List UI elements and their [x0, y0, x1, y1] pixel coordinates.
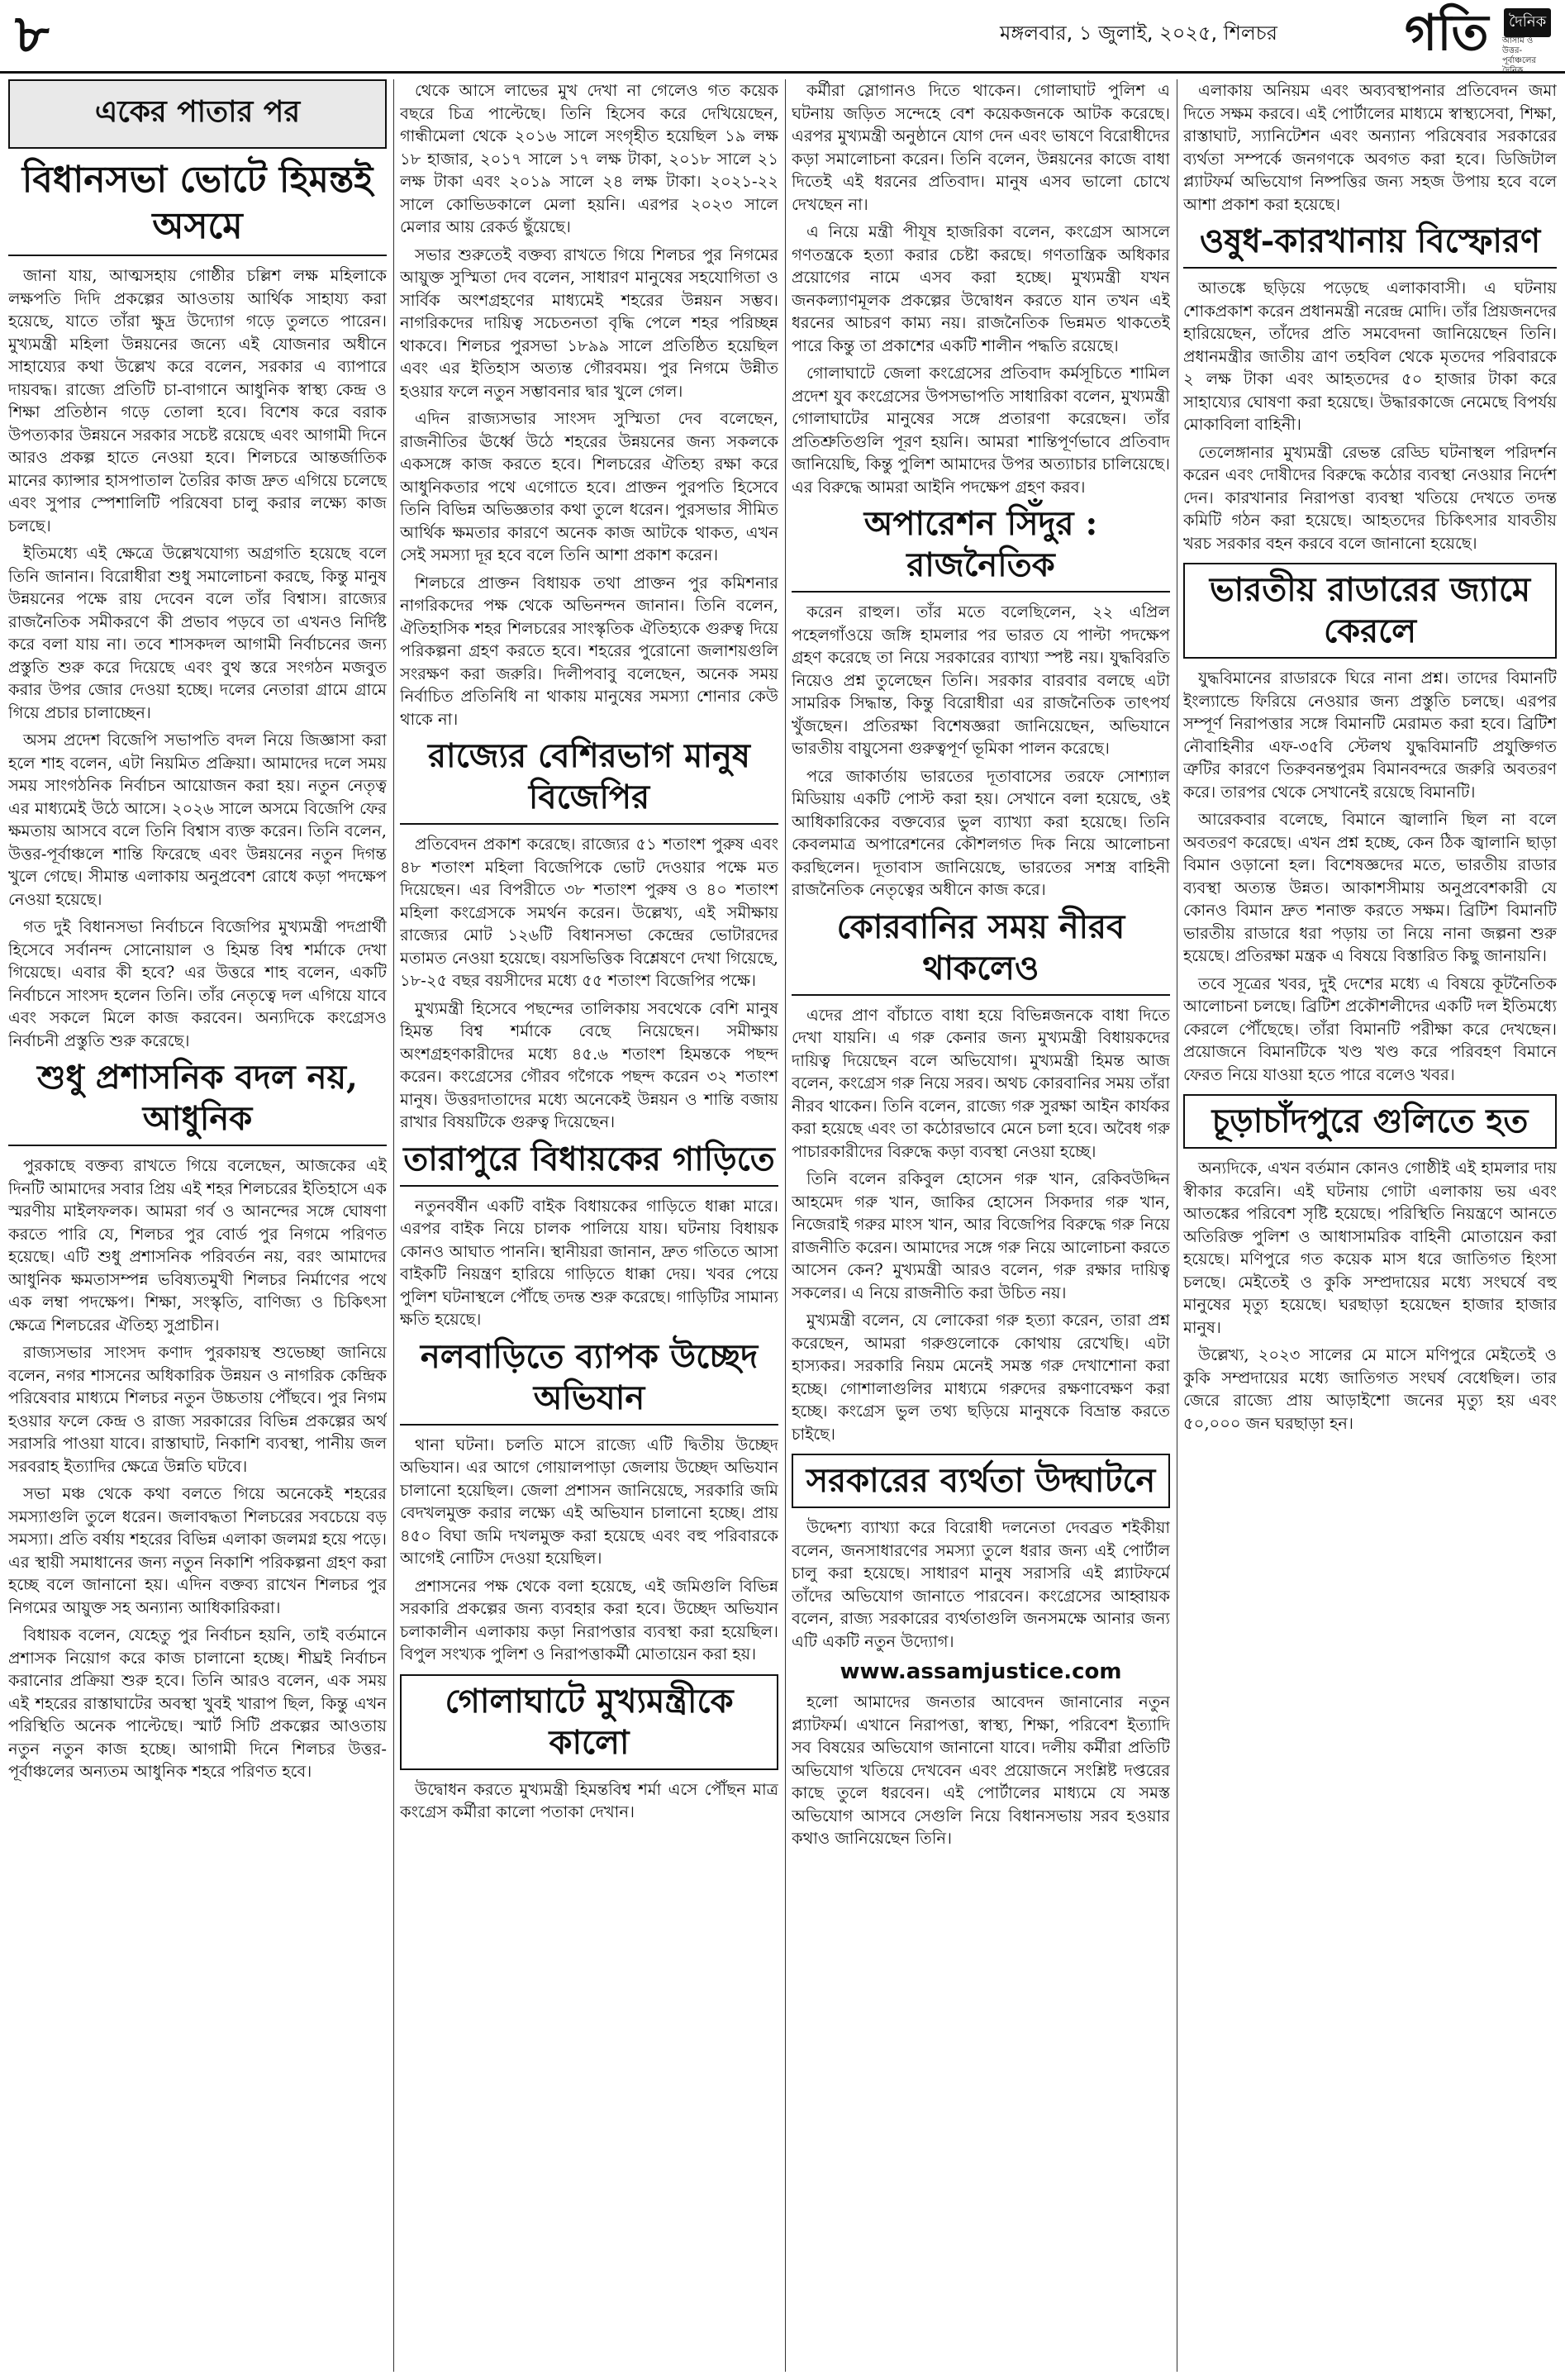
headline-churachandpur-shooting: চূড়াচাঁদপুরে গুলিতে হত — [1211, 1102, 1529, 1140]
article-paragraph: এদের প্রাণ বাঁচাতে বাধা হয়ে বিভিন্নজনকে বাধা দিতে দেখা যায়নি। এ গরু কেনার জন্য মুখ্যমন্ত্রী বিধায়কদের দায়িত্ব দিয়েছেন বলে অভিযোগ। মুখ্যমন্ত্রী হিমন্ত আজ বলেন, কংগ্রেস গরু নিয়ে সরব। অথচ কোরবানির সময় তাঁরা নীরব থাকেন। তিনি বলেন, রাজ্যে গরু সুরক্ষা আইন কার্যকর করা হয়েছে এবং তা কঠোরভাবে মেনে চলা হবে। অবৈধ গরু পাচারকারীদের বিরুদ্ধে কড়া ব্যবস্থা নেওয়া হচ্ছে। — [792, 1005, 1170, 1161]
article-paragraph: পরে জাকার্তায় ভারতের দূতাবাসের তরফে সোশ্যাল মিডিয়ায় একটি পোস্ট করা হয়। সেখানে বলা হয়েছে, ওই আধিকারিকের বক্তব্যের ভুল ব্যাখ্যা করা হয়েছে। তিনি কেবলমাত্র অপারেশনের কৌশলগত দিক নিয়ে আলোচনা করছিলেন। দূতাবাস জানিয়েছে, ভারতের সশস্ত্র বাহিনী রাজনৈতিক নেতৃত্বের অধীনে কাজ করে। — [792, 766, 1170, 899]
headline-govt-failure: সরকারের ব্যর্থতা উদ্ঘাটনে — [806, 1461, 1156, 1500]
headline-operation-sindoor: অপারেশন সিঁদুর : রাজনৈতিক — [792, 503, 1170, 593]
headline-golaghat-black-flag: গোলাঘাটে মুখ্যমন্ত্রীকে কালো — [445, 1681, 734, 1762]
article-paragraph: শিলচরে প্রাক্তন বিধায়ক তথা প্রাক্তন পুর কমিশনার নাগরিকদের পক্ষ থেকে অভিনন্দন জানান। তিনি বলেন, ঐতিহাসিক শহর শিলচরের সাংস্কৃতিক ঐতিহ্যকে গুরুত্ব দিয়ে পরিকল্পনা গ্রহণ করতে হবে। শহরের পুরোনো জলাশয়গুলি সংরক্ষণ করা জরুরি। দিলীপবাবু বলেছেন, অনেক সময় নির্বাচিত প্রতিনিধি না থাকায় মানুষের সমস্যা শোনার কেউ থাকে না। — [400, 573, 778, 729]
column-4 — [1183, 79, 1557, 2372]
article-paragraph: ইতিমধ্যে এই ক্ষেত্রে উল্লেখযোগ্য অগ্রগতি হয়েছে বলে তিনি জানান। বিরোধীরা শুধু সমালোচনা করছে, কিন্তু মানুষ উন্নয়নের পক্ষে রায় দেবেন বলে তাঁর বিশ্বাস। রাজ্যের রাজনৈতিক সমীকরণে কী প্রভাব পড়বে তা এখনও নির্দিষ্ট করে বলা যায় না। তবে শাসকদল আগামী নির্বাচনের জন্য প্রস্তুতি শুরু করে দিয়েছে এবং বুথ স্তরে সংগঠন মজবুত করার উপর জোর দেওয়া হচ্ছে। দলের নেতারা গ্রামে গ্রামে গিয়ে প্রচার চালাচ্ছেন। — [8, 544, 387, 722]
boxed-story — [1183, 563, 1557, 659]
brand-name: গতি — [1405, 4, 1489, 62]
article-paragraph: এদিন রাজ্যসভার সাংসদ সুস্মিতা দেব বলেছেন, রাজনীতির ঊর্ধ্বে উঠে শহরের উন্নয়নের জন্য সকলকে একসঙ্গে কাজ করতে হবে। শিলচরের ঐতিহ্য রক্ষা করে আধুনিকতার পথে এগোতে হবে। প্রাক্তন পুরপতি হিসেবে তিনি বিভিন্ন অভিজ্ঞতার কথা তুলে ধরেন। পুরসভার সীমিত আর্থিক ক্ষমতার কারণে অনেক কাজ আটকে থাকত, এখন সেই সমস্যা দূর হবে বলে তিনি আশা প্রকাশ করেন। — [400, 409, 778, 564]
article-paragraph: উল্লেখ্য, ২০২৩ সালের মে মাসে মণিপুরে মেইতেই ও কুকি সম্প্রদায়ের মধ্যে জাতিগত সংঘর্ষ বেধেছিল। তার জেরে রাজ্যে প্রায় আড়াইশো জনের মৃত্যু হয় এবং ৫০,০০০ জন ঘরছাড়া হন। — [1183, 1345, 1557, 1433]
article-paragraph: জানা যায়, আত্মসহায় গোষ্ঠীর চল্লিশ লক্ষ মহিলাকে লক্ষপতি দিদি প্রকল্পের আওতায় আর্থিক সাহায্য করা হয়েছে, যাতে তাঁরা ক্ষুদ্র উদ্যোগ গড়ে তুলতে পারেন। মুখ্যমন্ত্রী মহিলা উন্নয়নের জন্যে এই যোজনার অধীনে সাহায্যের কথা উল্লেখ করে বলেন, সরকার এ ব্যাপারে দায়বদ্ধ। রাজ্যে প্রতিটি চা-বাগানে আধুনিক স্বাস্থ্য কেন্দ্র ও শিক্ষা প্রতিষ্ঠান গড়ে তোলা হবে। বিশেষ করে বরাক উপত্যকার উন্নয়নে সরকার সচেষ্ট রয়েছে এবং আগামী দিনে আরও প্রকল্প হাতে নেওয়া হবে। শিলচরে আন্তর্জাতিক মানের ক্যান্সার হাসপাতাল তৈরির কাজ দ্রুত এগিয়ে চলেছে এবং সুপার স্পেশালিটি পরিষেবা চালু করার লক্ষ্যে কাজ চলছে। — [8, 266, 387, 536]
article-paragraph: রাজ্যসভার সাংসদ কণাদ পুরকায়স্থ শুভেচ্ছা জানিয়ে বলেন, নগর শাসনের অধিকারিক উন্নয়ন ও নাগরিক কেন্দ্রিক পরিষেবার মাধ্যমে শিলচর নতুন উচ্চতায় পৌঁছবে। পুর নিগম হওয়ার ফলে কেন্দ্র ও রাজ্য সরকারের বিভিন্ন প্রকল্পের অর্থ সরাসরি পাওয়া যাবে। রাস্তাঘাট, নিকাশি ব্যবস্থা, পানীয় জল সরবরাহ ইত্যাদির ক্ষেত্রে উন্নতি ঘটবে। — [8, 1343, 387, 1476]
article-paragraph: বিধায়ক বলেন, যেহেতু পুর নির্বাচন হয়নি, তাই বর্তমানে প্রশাসক নিয়োগ করে কাজ চালানো হচ্ছে। শীঘ্রই নির্বাচন করানোর প্রক্রিয়া শুরু হবে। তিনি আরও বলেন, এক সময় এই শহরের রাস্তাঘাটের অবস্থা খুবই খারাপ ছিল, কিন্তু এখন পরিস্থিতি অনেক পাল্টেছে। স্মার্ট সিটি প্রকল্পের আওতায় নতুন নতুন কাজ হচ্ছে। আগামী দিনে শিলচর উত্তর-পূর্বাঞ্চলের অন্যতম আধুনিক শহরে পরিণত হবে। — [8, 1626, 387, 1781]
column-1 — [8, 79, 387, 2372]
page-number: ৮ — [15, 3, 50, 65]
headline-pharma-explosion: ওষুধ-কারখানায় বিস্ফোরণ — [1183, 221, 1557, 269]
article-paragraph: প্রশাসনের পক্ষ থেকে বলা হয়েছে, এই জমিগুলি বিভিন্ন সরকারি প্রকল্পের জন্য ব্যবহার করা হবে। উচ্ছেদ অভিযান চলাকালীন এলাকায় কড়া নিরাপত্তার ব্যবস্থা করা হয়েছিল। বিপুল সংখ্যক পুলিশ ও নিরাপত্তাকর্মী মোতায়েন করা হয়। — [400, 1576, 778, 1664]
article-paragraph: যুদ্ধবিমানের রাডারকে ঘিরে নানা প্রশ্ন। তাদের বিমানটি ইংল্যান্ডে ফিরিয়ে নেওয়ার জন্য প্রস্তুতি চলছে। এরপর সম্পূর্ণ নিরাপত্তার সঙ্গে বিমানটি মেরামত করা হবে। ব্রিটিশ নৌবাহিনীর এফ-৩৫বি স্টেলথ যুদ্ধবিমানটি প্রযুক্তিগত ত্রুটির কারণে তিরুবনন্তপুরম বিমানবন্দরে জরুরি অবতরণ করে। তারপর থেকে সেখানেই রয়েছে বিমানটি। — [1183, 669, 1557, 802]
article-paragraph: থানা ঘটনা। চলতি মাসে রাজ্যে এটি দ্বিতীয় উচ্ছেদ অভিযান। এর আগে গোয়ালপাড়া জেলায় উচ্ছেদ অভিযান চালানো হয়েছিল। জেলা প্রশাসন জানিয়েছে, সরকারি জমি বেদখলমুক্ত করার লক্ষ্যে এই অভিযান চালানো হচ্ছে। প্রায় ৪৫০ বিঘা জমি দখলমুক্ত করা হয়েছে এবং বহু পরিবারকে আগেই নোটিস দেওয়া হয়েছিল। — [400, 1435, 778, 1568]
boxed-story — [1183, 1094, 1557, 1149]
headline-nalbari-eviction: নলবাড়িতে ব্যাপক উচ্ছেদ অভিযান — [400, 1336, 778, 1426]
headline-administrative-change: শুধু প্রশাসনিক বদল নয়, আধুনিক — [8, 1057, 387, 1146]
headline-radar-jam-kerala: ভারতীয় রাডারের জ্যামে কেরলে — [1209, 570, 1531, 650]
article-paragraph: করেন রাহুল। তাঁর মতে বলেছিলেন, ২২ এপ্রিল পহেলগাঁওয়ে জঙ্গি হামলার পর ভারত যে পাল্টা পদক্ষেপ গ্রহণ করেছে তা নিয়ে সরকারের ব্যাখ্যা স্পষ্ট নয়। যুদ্ধবিরতি নিয়েও প্রশ্ন তুলেছেন তিনি। সরকার বারবার বলছে এটা সামরিক সিদ্ধান্ত, কিন্তু বিরোধীরা এর রাজনৈতিক তাৎপর্য খুঁজছেন। প্রতিরক্ষা বিশেষজ্ঞরা জানিয়েছেন, অভিযানে ভারতীয় বায়ুসেনা গুরুত্বপূর্ণ ভূমিকা পালন করেছে। — [792, 602, 1170, 758]
brand-tag: দৈনিক — [1504, 8, 1551, 37]
article-paragraph: গোলাঘাটে জেলা কংগ্রেসের প্রতিবাদ কর্মসূচিতে শামিল প্রদেশ যুব কংগ্রেসের উপসভাপতি সাধারিকা বলেন, মুখ্যমন্ত্রী গোলাঘাটের মানুষের সঙ্গে প্রতারণা করেছেন। তাঁর প্রতিশ্রুতিগুলি পূরণ হয়নি। আমরা শান্তিপূর্ণভাবে প্রতিবাদ জানিয়েছি, কিন্তু পুলিশ আমাদের উপর অত্যাচার চালিয়েছে। এর বিরুদ্ধে আমরা আইনি পদক্ষেপ গ্রহণ করব। — [792, 364, 1170, 497]
article-paragraph: আরেকবার বলেছে, বিমানে জ্বালানি ছিল না বলে অবতরণ করেছে। এখন প্রশ্ন হচ্ছে, কেন ঠিক জ্বালানি ছাড়া বিমান ওড়ানো হল। বিশেষজ্ঞদের মতে, ভারতীয় রাডার ব্যবস্থা অত্যন্ত উন্নত। আকাশসীমায় অনুপ্রবেশকারী যে কোনও বিমান দ্রুত শনাক্ত করতে সক্ষম। ব্রিটিশ বিমানটি ভারতীয় রাডারে ধরা পড়ায় তা নিয়ে নানা জল্পনা শুরু হয়েছে। প্রতিরক্ষা মন্ত্রক এ বিষয়ে বিস্তারিত কিছু জানায়নি। — [1183, 810, 1557, 965]
article-paragraph: পুরকাছে বক্তব্য রাখতে গিয়ে বলেছেন, আজকের এই দিনটি আমাদের সবার প্রিয় এই শহর শিলচরের ইতিহাসে এক স্মরণীয় মাইলফলক। আমরা গর্ব ও আনন্দের সঙ্গে ঘোষণা করতে পারি যে, শিলচর পুর বোর্ড পুর নিগমে পরিণত হয়েছে। এটি শুধু প্রশাসনিক পরিবর্তন নয়, বরং আমাদের আধুনিক ক্ষমতাসম্পন্ন ভবিষ্যতমুখী শিলচর নির্মাণের পথে এক লম্বা পদক্ষেপ। শিক্ষা, সংস্কৃতি, বাণিজ্য ও চিকিৎসা ক্ষেত্রে শিলচরের ঐতিহ্য সুপ্রাচীন। — [8, 1156, 387, 1335]
article-paragraph: থেকে আসে লাভের মুখ দেখা না গেলেও গত কয়েক বছরে চিত্র পাল্টেছে। তিনি হিসেব করে দেখিয়েছেন, গান্ধীমেলা থেকে ২০১৬ সালে সংগৃহীত হয়েছিল ১৯ লক্ষ ১৮ হাজার, ২০১৭ সালে ১৭ লক্ষ টাকা, ২০১৮ সালে ২১ লক্ষ টাকা এবং ২০১৯ সালে ২৪ লক্ষ টাকা। ২০২১-২২ সালে কোভিডকালে মেলা হয়নি। এরপর ২০২৩ সালে মেলার আয় রেকর্ড ছুঁয়েছে। — [400, 81, 778, 236]
headline-korbani-silence: কোরবানির সময় নীরব থাকলেও — [792, 907, 1170, 996]
article-paragraph: সভার শুরুতেই বক্তব্য রাখতে গিয়ে শিলচর পুর নিগমের আয়ুক্ত সুস্মিতা দেব বলেন, সাধারণ মানুষের সহযোগিতা ও সার্বিক অংশগ্রহণের মাধ্যমেই শহরের উন্নয়ন সম্ভব। নাগরিকদের দায়িত্ব সচেতনতা বৃদ্ধি পেলে শহর পরিচ্ছন্ন থাকবে। শিলচর পুরসভা ১৮৯৯ সালে প্রতিষ্ঠিত হয়েছিল এবং এর ইতিহাস অত্যন্ত গৌরবময়। পুর নিগমে উন্নীত হওয়ার ফলে নতুন সম্ভাবনার দ্বার খুলে গেল। — [400, 245, 778, 401]
dateline: মঙ্গলবার, ১ জুলাই, ২০২৫, শিলচর — [1000, 21, 1277, 45]
section-banner: একের পাতার পর — [8, 79, 387, 149]
column-2 — [400, 79, 778, 2372]
article-paragraph: প্রতিবেদন প্রকাশ করেছে। রাজ্যের ৫১ শতাংশ পুরুষ এবং ৪৮ শতাংশ মহিলা বিজেপিকে ভোট দেওয়ার পক্ষে মত দিয়েছেন। এর বিপরীতে ৩৮ শতাংশ পুরুষ ও ৪০ শতাংশ মহিলা কংগ্রেসকে সমর্থন করেন। উল্লেখ্য, এই সমীক্ষায় রাজ্যের মোট ১২৬টি বিধানসভা কেন্দ্রের ভোটারদের মতামত নেওয়া হয়েছে। বয়সভিত্তিক বিশ্লেষণে দেখা গিয়েছে, ১৮-২৫ বছর বয়সীদের মধ্যে ৫৫ শতাংশ বিজেপির পক্ষে। — [400, 835, 778, 990]
boxed-story — [400, 1674, 778, 1770]
article-paragraph: উদ্দেশ্য ব্যাখ্যা করে বিরোধী দলনেতা দেবব্রত শইকীয়া বলেন, জনসাধারণের সমস্যা তুলে ধরার জন্য এই পোর্টাল চালু করা হয়েছে। সাধারণ মানুষ সরাসরি এই প্ল্যাটফর্মে তাঁদের অভিযোগ জানাতে পারবেন। কংগ্রেসের আহ্বায়ক বলেন, রাজ্য সরকারের ব্যর্থতাগুলি জনসমক্ষে আনার জন্য এটি একটি নতুন উদ্যোগ। — [792, 1518, 1170, 1651]
article-paragraph: আতঙ্কে ছড়িয়ে পড়েছে এলাকাবাসী। এ ঘটনায় শোকপ্রকাশ করেন প্রধানমন্ত্রী নরেন্দ্র মোদি। তাঁর প্রিয়জনদের হারিয়েছেন, তাঁদের প্রতি সমবেদনা জানিয়েছেন তিনি। প্রধানমন্ত্রীর জাতীয় ত্রাণ তহবিল থেকে মৃতদের পরিবারকে ২ লক্ষ টাকা এবং আহতদের ৫০ হাজার টাকা করে সাহায্যের ঘোষণা করা হয়েছে। উদ্ধারকাজে নেমেছে বিপর্যয় মোকাবিলা বাহিনী। — [1183, 278, 1557, 434]
article-paragraph: মুখ্যমন্ত্রী বলেন, যে লোকেরা গরু হত্যা করেন, তারা প্রশ্ন করেছেন, আমরা গরুগুলোকে কোথায় রেখেছি। এটা হাস্যকর। সরকারি নিয়ম মেনেই সমস্ত গরু দেখাশোনা করা হচ্ছে। গোশালাগুলির মাধ্যমে গরুদের রক্ষণাবেক্ষণ করা হচ্ছে। কংগ্রেস ভুল তথ্য ছড়িয়ে মানুষকে বিভ্রান্ত করতে চাইছে। — [792, 1311, 1170, 1444]
article-paragraph: মুখ্যমন্ত্রী হিসেবে পছন্দের তালিকায় সবথেকে বেশি মানুষ হিমন্ত বিশ্ব শর্মাকে বেছে নিয়েছেন। সমীক্ষায় অংশগ্রহণকারীদের মধ্যে ৪৫.৬ শতাংশ হিমন্তকে পছন্দ করেন। কংগ্রেসের গৌরব গগৈকে পছন্দ করেন ৩২ শতাংশ মানুষ। উত্তরদাতাদের মধ্যে অনেকেই উন্নয়ন ও শান্তি বজায় রাখার বিষয়টিকে গুরুত্ব দিয়েছেন। — [400, 998, 778, 1131]
article-paragraph: এ নিয়ে মন্ত্রী পীযূষ হাজরিকা বলেন, কংগ্রেস আসলে গণতন্ত্রকে হত্যা করার চেষ্টা করছে। গণতান্ত্রিক অধিকার প্রয়োগের নামে এসব করা হচ্ছে। মুখ্যমন্ত্রী যখন জনকল্যাণমূলক প্রকল্পের উদ্বোধন করতে যান তখন এই ধরনের আচরণ কাম্য নয়। রাজনৈতিক ভিন্নমত থাকতেই পারে কিন্তু তা প্রকাশের একটি শালীন পদ্ধতি রয়েছে। — [792, 222, 1170, 355]
masthead — [0, 0, 1565, 74]
brand-tagline: আসাম ও উত্তর-পূর্বাঞ্চলের দৈনিক — [1502, 36, 1536, 75]
article-paragraph: এলাকায় অনিয়ম এবং অব্যবস্থাপনার প্রতিবেদন জমা দিতে সক্ষম করবে। এই পোর্টালের মাধ্যমে স্বাস্থ্যসেবা, শিক্ষা, রাস্তাঘাট, স্যানিটেশন এবং অন্যান্য পরিষেবার সরকারের ব্যর্থতা সম্পর্কে জনগণকে অবগত করা হবে। ডিজিটাল প্ল্যাটফর্ম অভিযোগ নিষ্পত্তির জন্য সহজ উপায় হবে বলে আশা প্রকাশ করা হয়েছে। — [1183, 81, 1557, 214]
article-paragraph: তিনি বলেন রকিবুল হোসেন গরু খান, রেকিবউদ্দিন আহমেদ গরু খান, জাকির হোসেন সিকদার গরু খান, নিজেরাই গরুর মাংস খান, আর বিজেপির বিরুদ্ধে গরু নিয়ে রাজনীতি করেন। আমাদের সঙ্গে গরু নিয়ে আলোচনা করতে আসেন কেন? মুখ্যমন্ত্রী আরও বলেন, গরু রক্ষার দায়িত্ব সকলের। এ নিয়ে রাজনীতি করা উচিত নয়। — [792, 1169, 1170, 1302]
column-divider — [393, 79, 394, 2372]
article-paragraph: তেলেঙ্গানার মুখ্যমন্ত্রী রেভন্ত রেড্ডি ঘটনাস্থল পরিদর্শন করেন এবং দোষীদের বিরুদ্ধে কঠোর ব্যবস্থা নেওয়ার নির্দেশ দেন। কারখানার নিরাপত্তা ব্যবস্থা খতিয়ে দেখতে তদন্ত কমিটি গঠন করা হয়েছে। আহতদের চিকিৎসার যাবতীয় খরচ সরকার বহন করবে বলে জানানো হয়েছে। — [1183, 442, 1557, 553]
article-paragraph: উদ্বোধন করতে মুখ্যমন্ত্রী হিমন্তবিশ্ব শর্মা এসে পৌঁছন মাত্র কংগ্রেস কর্মীরা কালো পতাকা দেখান। — [400, 1779, 778, 1821]
headline-bjp-majority: রাজ্যের বেশিরভাগ মানুষ বিজেপির — [400, 735, 778, 825]
article-paragraph: নতুনবর্ষীন একটি বাইক বিধায়কের গাড়িতে ধাক্কা মারে। এরপর বাইক নিয়ে চালক পালিয়ে যায়। ঘটনায় বিধায়ক কোনও আঘাত পাননি। স্থানীয়রা জানান, দ্রুত গতিতে আসা বাইকটি নিয়ন্ত্রণ হারিয়ে গাড়িতে ধাক্কা দেয়। খবর পেয়ে পুলিশ ঘটনাস্থলে পৌঁছে তদন্ত শুরু করেছে। গাড়িটির সামান্য ক্ষতি হয়েছে। — [400, 1196, 778, 1329]
column-divider — [785, 79, 786, 2372]
headline-tarapur-mla-car: তারাপুরে বিধায়কের গাড়িতে — [400, 1139, 778, 1187]
article-paragraph: তবে সূত্রের খবর, দুই দেশের মধ্যে এ বিষয়ে কূটনৈতিক আলোচনা চলছে। ব্রিটিশ প্রকৌশলীদের একটি দল ইতিমধ্যে কেরলে পৌঁছেছে। তাঁরা বিমানটি পরীক্ষা করে দেখছেন। প্রয়োজনে বিমানটিকে খণ্ড খণ্ড করে পরিবহণ বিমানে ফেরত নিয়ে যাওয়া হতে পারে বলেও খবর। — [1183, 973, 1557, 1084]
newspaper-logo — [1405, 3, 1553, 75]
website-link[interactable]: www.assamjustice.com — [840, 1659, 1122, 1684]
article-paragraph: কর্মীরা স্লোগানও দিতে থাকেন। গোলাঘাট পুলিশ এ ঘটনায় জড়িত সন্দেহে বেশ কয়েকজনকে আটক করেছে। এরপর মুখ্যমন্ত্রী অনুষ্ঠানে যোগ দেন এবং ভাষণে বিরোধীদের কড়া সমালোচনা করেন। তিনি বলেন, উন্নয়নের কাজে বাধা দিতেই এই ধরনের প্রতিবাদ। মানুষ এসব ভালো চোখে দেখছেন না। — [792, 81, 1170, 214]
article-paragraph: অন্যদিকে, এখন বর্তমান কোনও গোষ্ঠীই এই হামলার দায় স্বীকার করেনি। এই ঘটনায় গোটা এলাকায় ভয় এবং আতঙ্কের পরিবেশ সৃষ্টি হয়েছে। পরিস্থিতি নিয়ন্ত্রণে আনতে অতিরিক্ত পুলিশ ও আধাসামরিক বাহিনী মোতায়েন করা হয়েছে। মণিপুরে গত কয়েক মাস ধরে জাতিগত হিংসা চলছে। মেইতেই ও কুকি সম্প্রদায়ের মধ্যে সংঘর্ষে বহু মানুষের মৃত্যু হয়েছে। ঘরছাড়া হয়েছেন হাজার হাজার মানুষ। — [1183, 1159, 1557, 1337]
article-paragraph: গত দুই বিধানসভা নির্বাচনে বিজেপির মুখ্যমন্ত্রী পদপ্রার্থী হিসেবে সর্বানন্দ সোনোয়াল ও হিমন্ত বিশ্ব শর্মাকে দেখা গিয়েছে। এবার কী হবে? এর উত্তরে শাহ বলেন, একটি নির্বাচনে সাংসদ হলেন তিনি। তাঁর নেতৃত্বে দল এগিয়ে যাবে এবং সকলে মিলে কাজ করবেন। অন্যদিকে কংগ্রেসও নির্বাচনী প্রস্তুতি শুরু করেছে। — [8, 917, 387, 1050]
article-paragraph: অসম প্রদেশ বিজেপি সভাপতি বদল নিয়ে জিজ্ঞাসা করা হলে শাহ বলেন, এটা নিয়মিত প্রক্রিয়া। আমাদের দলে সময় সময় সাংগঠনিক নির্বাচন আয়োজন করা হয়। নতুন নেতৃত্ব এর মাধ্যমেই উঠে আসে। ২০২৬ সালে অসমে বিজেপি ফের ক্ষমতায় আসবে বলে তিনি বিশ্বাস ব্যক্ত করেন। তিনি বলেন, উত্তর-পূর্বাঞ্চলে শান্তি ফিরেছে এবং উন্নয়নের নতুন দিগন্ত খুলে গেছে। সীমান্ত এলাকায় অনুপ্রবেশ রোধে কড়া পদক্ষেপ নেওয়া হয়েছে। — [8, 731, 387, 909]
headline-assembly-vote: বিধানসভা ভোটে হিমন্তই অসমে — [8, 157, 387, 256]
article-paragraph: সভা মঞ্চ থেকে কথা বলতে গিয়ে অনেকেই শহরের সমস্যাগুলি তুলে ধরেন। জলাবদ্ধতা শিলচরের সবচেয়ে বড় সমস্যা। প্রতি বর্ষায় শহরের বিভিন্ন এলাকা জলমগ্ন হয়ে পড়ে। এর স্থায়ী সমাধানের জন্য নতুন নিকাশি পরিকল্পনা গ্রহণ করা হচ্ছে বলে জানানো হয়। এদিন বক্তব্য রাখেন শিলচর পুর নিগমের আয়ুক্ত সহ অন্যান্য আধিকারিকরা। — [8, 1484, 387, 1617]
column-3 — [792, 79, 1170, 2372]
article-paragraph: হলো আমাদের জনতার আবেদন জানানোর নতুন প্ল্যাটফর্ম। এখানে নিরাপত্তা, স্বাস্থ্য, শিক্ষা, পরিবেশ ইত্যাদি সব বিষয়ের অভিযোগ জানানো যাবে। দলীয় কর্মীরা প্রতিটি অভিযোগ খতিয়ে দেখবেন এবং প্রয়োজনে সংশ্লিষ্ট দপ্তরের কাছে তুলে ধরবেন। এই পোর্টালের মাধ্যমে যে সমস্ত অভিযোগ আসবে সেগুলি নিয়ে বিধানসভায় সরব হওয়ার কথাও জানিয়েছেন তিনি। — [792, 1692, 1170, 1848]
boxed-story — [792, 1454, 1170, 1508]
